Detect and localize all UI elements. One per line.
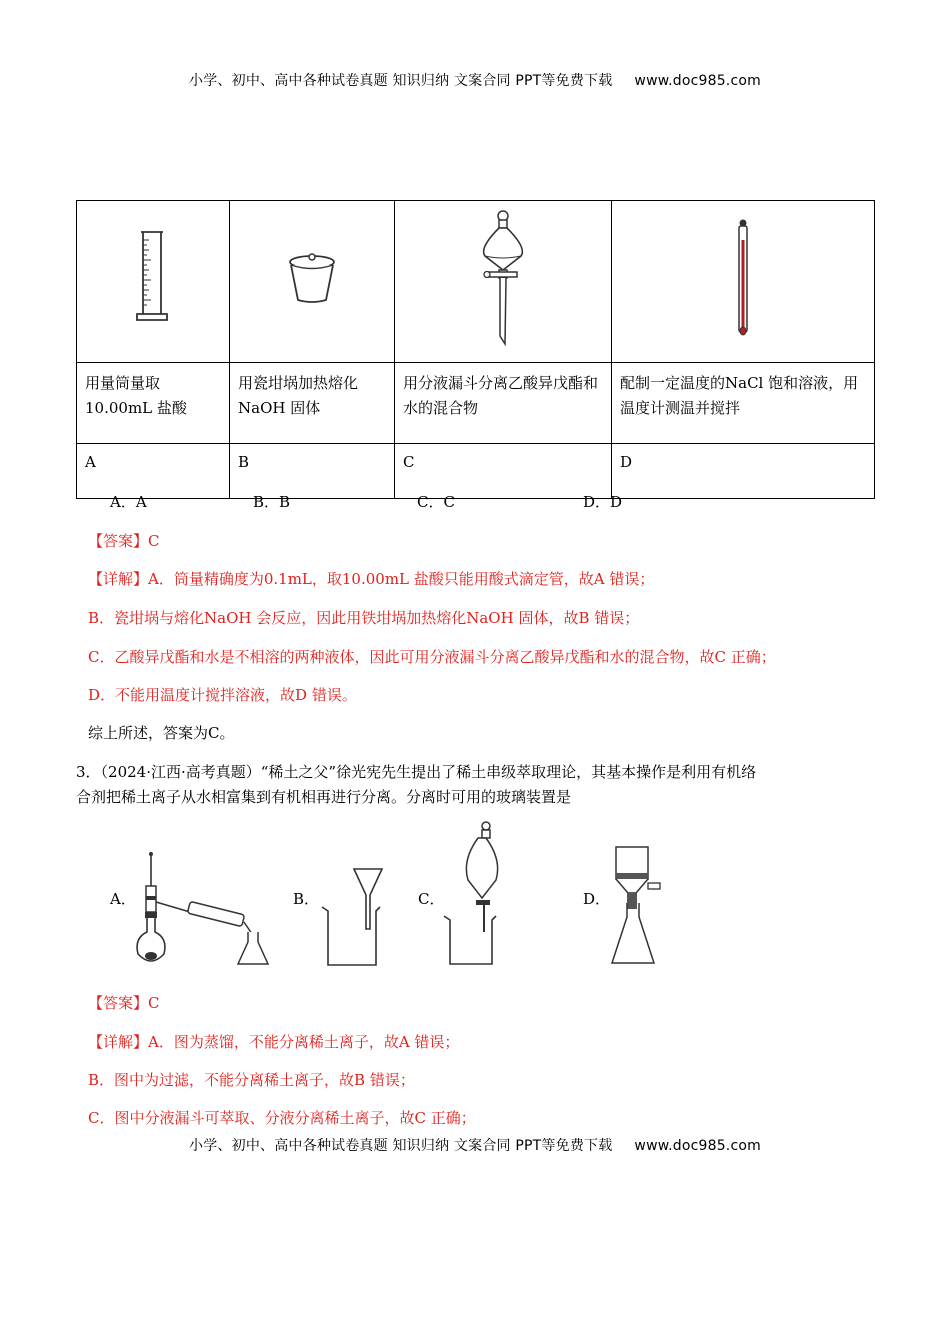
q3-detail-a: 【详解】A．图为蒸馏，不能分离稀土离子，故A 错误；	[88, 1033, 460, 1051]
q3-answer: 【答案】C	[88, 994, 160, 1012]
cell-desc-d: 配制一定温度的NaCl 饱和溶液，用温度计测温并搅拌	[612, 363, 875, 444]
q3-label-a[interactable]: A．	[110, 890, 136, 908]
cell-letter-c: C	[395, 444, 612, 499]
cell-image-a	[77, 201, 230, 363]
suction-filtration-icon	[608, 845, 668, 970]
page-footer	[0, 1135, 950, 1155]
footer-url[interactable]: www.doc985.com	[634, 1138, 761, 1154]
crucible-icon	[282, 248, 342, 308]
thermometer-icon	[728, 218, 758, 338]
separatory-funnel-beaker-icon	[440, 820, 500, 970]
cell-desc-a: 用量筒量取10.00mL 盐酸	[77, 363, 230, 444]
cell-image-b	[230, 201, 395, 363]
q3-stem-line2: 合剂把稀土离子从水相富集到有机相再进行分离。分离时可用的玻璃装置是	[76, 788, 572, 806]
cell-image-c	[395, 201, 612, 363]
distillation-apparatus-icon	[132, 850, 272, 970]
q2-detail-b: B．瓷坩埚与熔化NaOH 会反应，因此用铁坩埚加热熔化NaOH 固体，故B 错误；	[88, 609, 640, 627]
graduated-cylinder-icon	[133, 228, 173, 328]
q2-summary: 综上所述，答案为C。	[88, 724, 235, 742]
q2-detail-a: 【详解】A．筒量精确度为0.1mL，取10.00mL 盐酸只能用酸式滴定管，故A 错误；	[88, 570, 655, 588]
q3-label-c[interactable]: C．	[418, 890, 445, 908]
cell-image-d	[612, 201, 875, 363]
header-text: 小学、初中、高中各种试卷真题 知识归纳 文案合同 PPT等免费下载	[189, 73, 613, 89]
header-url[interactable]: www.doc985.com	[634, 73, 761, 89]
q2-option-c[interactable]: C．C	[417, 493, 455, 511]
q3-label-d[interactable]: D．	[583, 890, 611, 908]
filtration-apparatus-icon	[318, 865, 390, 969]
q3-detail-b: B．图中为过滤，不能分离稀土离子，故B 错误；	[88, 1071, 415, 1089]
q2-option-d[interactable]: D．D	[583, 493, 623, 511]
cell-letter-b: B	[230, 444, 395, 499]
separatory-funnel-icon	[473, 208, 533, 348]
q2-answer: 【答案】C	[88, 532, 160, 550]
q2-detail-d: D．不能用温度计搅拌溶液，故D 错误。	[88, 686, 357, 704]
cell-letter-d: D	[612, 444, 875, 499]
page-header	[0, 70, 950, 90]
q2-options-table	[76, 200, 875, 499]
cell-letter-a: A	[77, 444, 230, 499]
cell-desc-b: 用瓷坩埚加热熔化NaOH 固体	[230, 363, 395, 444]
cell-desc-c: 用分液漏斗分离乙酸异戊酯和水的混合物	[395, 363, 612, 444]
q3-label-b[interactable]: B．	[293, 890, 320, 908]
q3-stem-line1: 3．（2024·江西·高考真题）“稀土之父”徐光宪先生提出了稀土串级萃取理论，其基本操作是利用有机络	[76, 763, 757, 781]
q2-option-b[interactable]: B．B	[253, 493, 291, 511]
q2-option-a[interactable]: A．A	[110, 493, 147, 511]
q3-detail-c: C．图中分液漏斗可萃取、分液分离稀土离子，故C 正确；	[88, 1109, 476, 1127]
q2-detail-c: C．乙酸异戊酯和水是不相溶的两种液体，因此可用分液漏斗分离乙酸异戊酯和水的混合物，故C 正确；	[88, 648, 776, 666]
footer-text: 小学、初中、高中各种试卷真题 知识归纳 文案合同 PPT等免费下载	[189, 1138, 613, 1154]
